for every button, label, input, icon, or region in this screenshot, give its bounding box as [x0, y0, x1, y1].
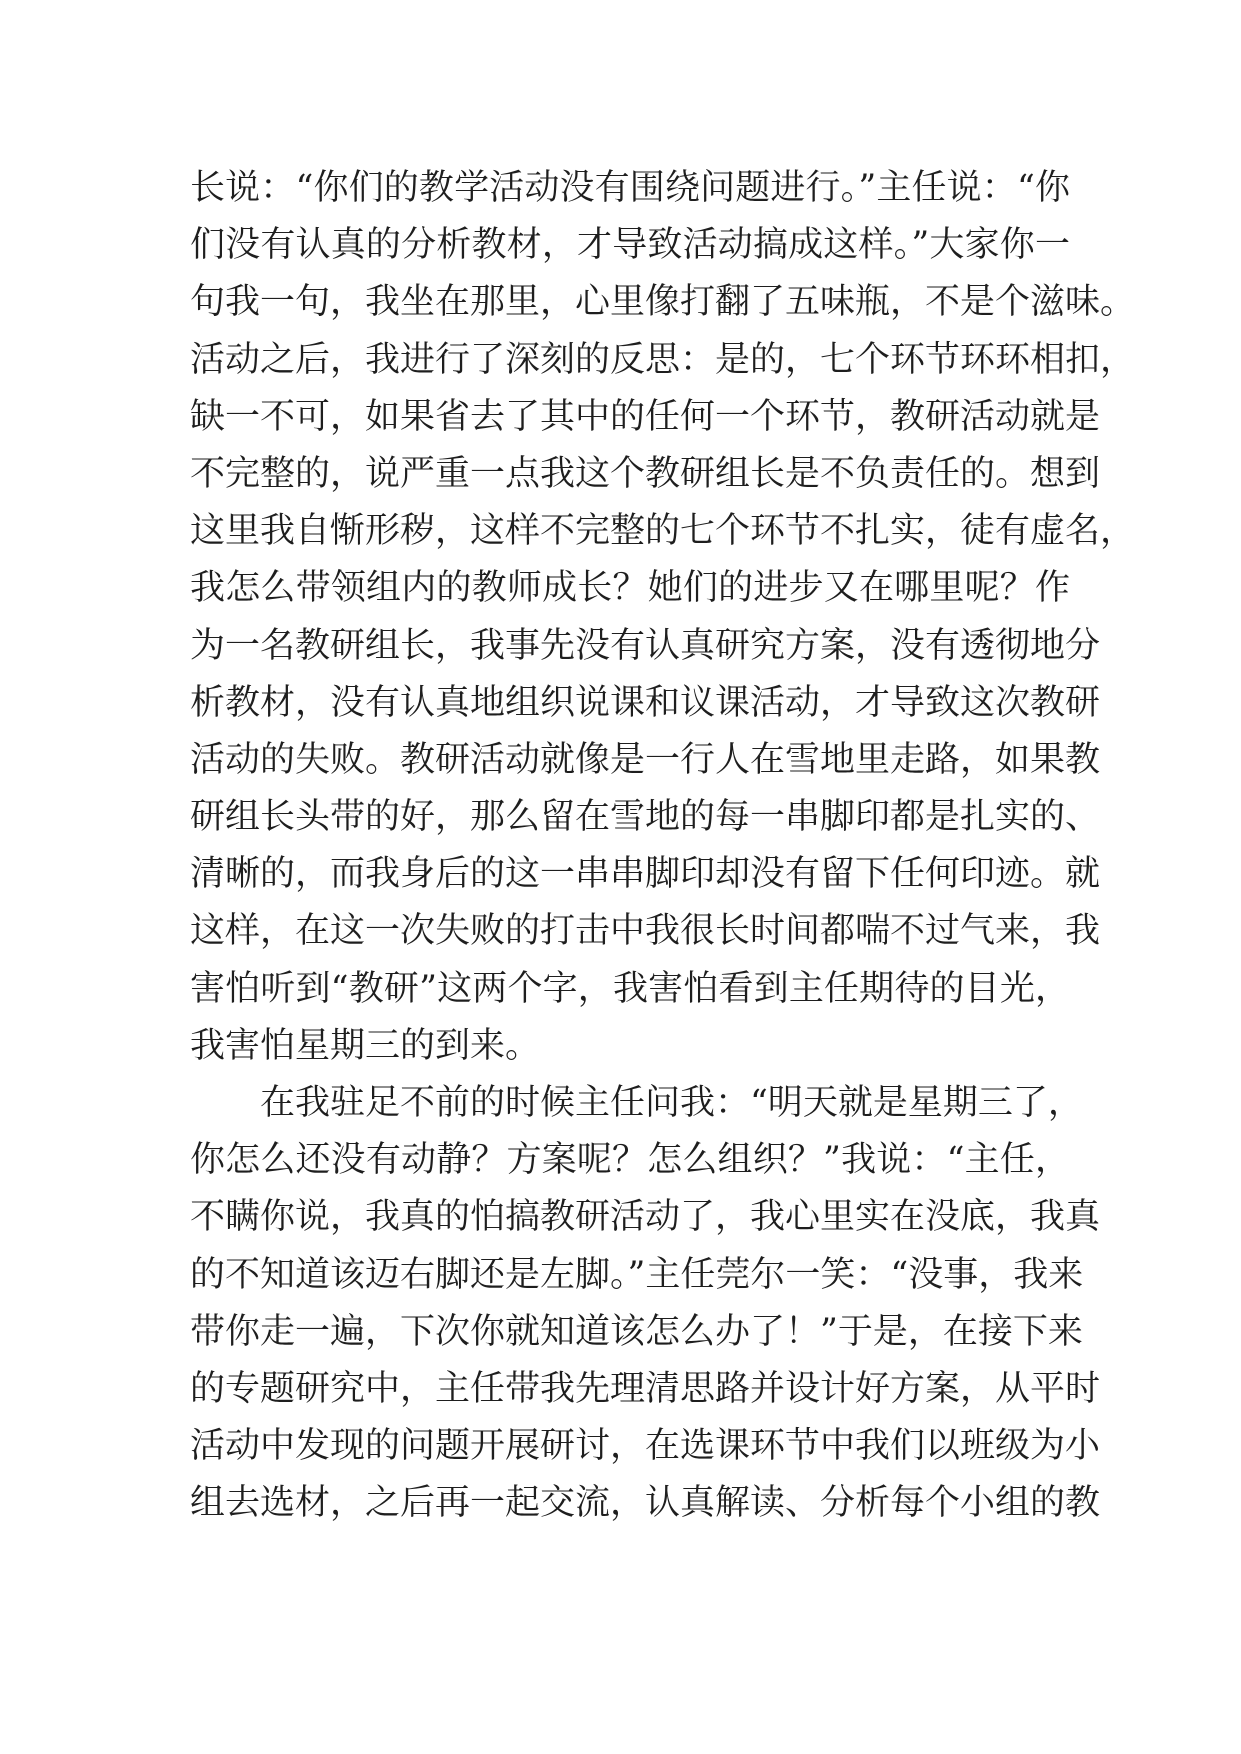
text-line-14: 这样，在这一次失败的打击中我很长时间都喘不过气来，我: [190, 911, 1101, 952]
text-line-4: 活动之后，我进行了深刻的反思：是的，七个环节环环相扣，: [190, 339, 1136, 380]
text-line-19: 不瞒你说，我真的怕搞教研活动了，我心里实在没底，我真: [190, 1197, 1101, 1238]
text-line-20: 的不知道该迈右脚还是左脚。”主任莞尔一笑：“没事，我来: [190, 1254, 1084, 1295]
text-line-3: 句我一句，我坐在那里，心里像打翻了五味瓶，不是个滋味。: [190, 282, 1136, 323]
text-line-1: 长说：“你们的教学活动没有围绕问题进行。”主任说：“你: [190, 168, 1070, 208]
text-line-5: 缺一不可，如果省去了其中的任何一个环节，教研活动就是: [190, 396, 1101, 437]
text-line-24: 组去选材，之后再一起交流，认真解读、分析每个小组的教: [190, 1483, 1101, 1524]
text-line-15: 害怕听到“教研”这两个字，我害怕看到主任期待的目光，: [190, 968, 1070, 1009]
text-line-2: 们没有认真的分析教材，才导致活动搞成这样。”大家你一: [190, 225, 1070, 266]
body-text: [190, 160, 1136, 1533]
text-line-23: 活动中发现的问题开展研讨，在选课环节中我们以班级为小: [190, 1426, 1101, 1467]
text-line-17: 在我驻足不前的时候主任问我：“明天就是星期三了，: [260, 1083, 1083, 1123]
text-line-9: 为一名教研组长，我事先没有认真研究方案，没有透彻地分: [190, 625, 1101, 666]
text-line-8: 我怎么带领组内的教师成长？她们的进步又在哪里呢？作: [190, 568, 1070, 609]
text-line-13: 清晰的，而我身后的这一串串脚印却没有留下任何印迹。就: [190, 854, 1101, 895]
text-line-21: 带你走一遍，下次你就知道该怎么办了！”于是，在接下来: [190, 1311, 1083, 1352]
text-line-7: 这里我自惭形秽，这样不完整的七个环节不扎实，徒有虚名，: [190, 511, 1136, 552]
text-line-22: 的专题研究中，主任带我先理清思路并设计好方案，从平时: [190, 1368, 1101, 1409]
text-line-18: 你怎么还没有动静？方案呢？怎么组织？”我说：“主任，: [190, 1140, 1070, 1181]
text-line-12: 研组长头带的好，那么留在雪地的每一串脚印都是扎实的、: [190, 797, 1101, 838]
text-line-11: 活动的失败。教研活动就像是一行人在雪地里走路，如果教: [190, 739, 1101, 780]
text-line-6: 不完整的，说严重一点我这个教研组长是不负责任的。想到: [190, 453, 1101, 494]
text-line-16: 我害怕星期三的到来。: [190, 1025, 541, 1066]
text-line-10: 析教材，没有认真地组织说课和议课活动，才导致这次教研: [190, 682, 1101, 723]
